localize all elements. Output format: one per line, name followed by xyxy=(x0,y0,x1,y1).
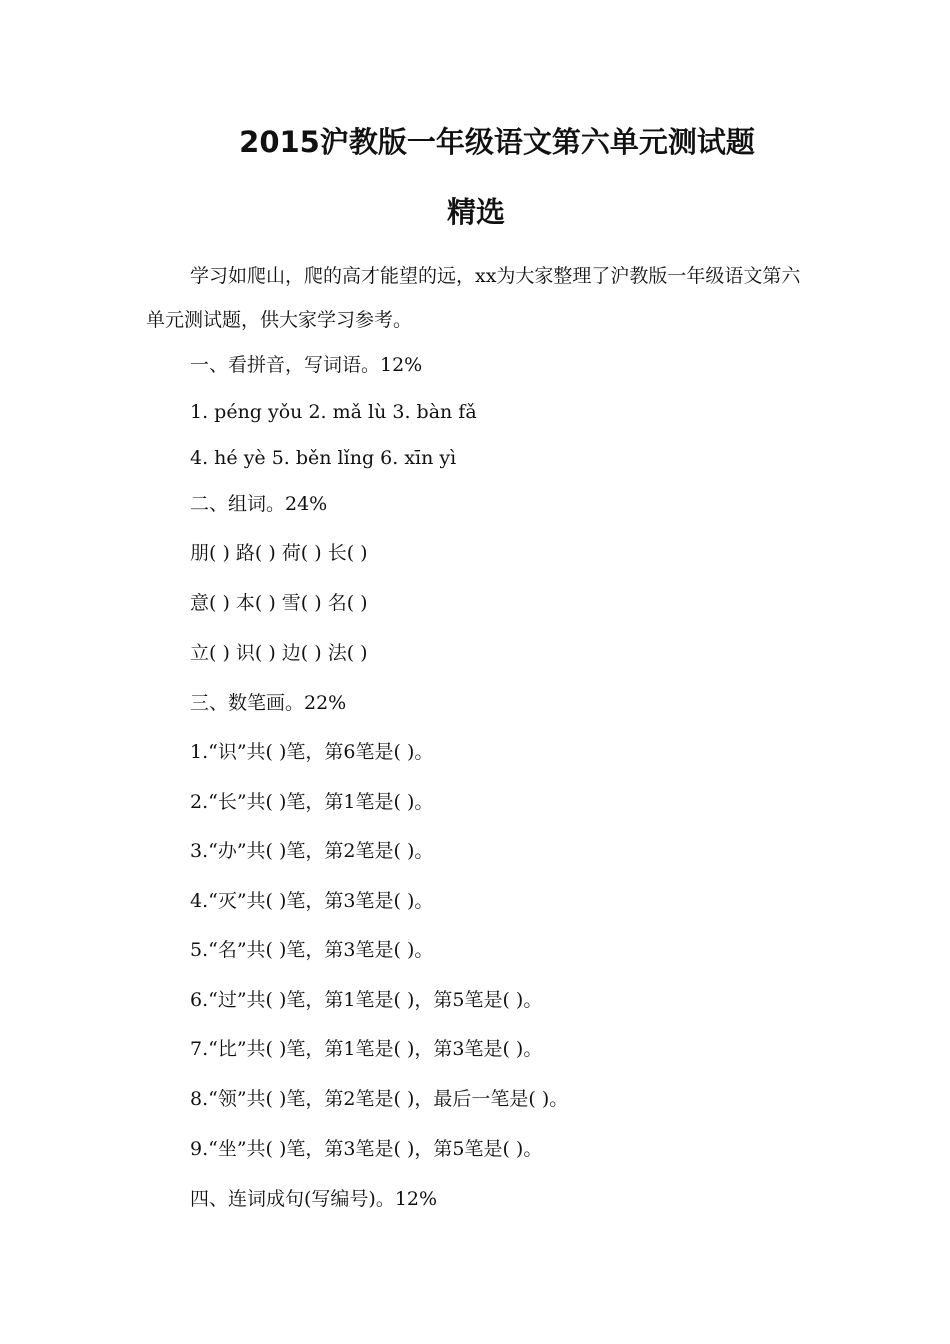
pinyin-line: 4. hé yè 5. běn lǐng 6. xīn yì xyxy=(190,447,457,469)
section-heading-sentences: 四、连词成句(写编号)。12% xyxy=(190,1188,438,1210)
stroke-question: 1.“识”共( )笔，第6笔是( )。 xyxy=(190,741,434,763)
stroke-question: 2.“长”共( )笔，第1笔是( )。 xyxy=(190,791,434,813)
pinyin-line: 1. péng yǒu 2. mǎ lù 3. bàn fǎ xyxy=(190,401,477,423)
intro-paragraph: 学习如爬山，爬的高才能望的远，xx为大家整理了沪教版一年级语文第六单元测试题，供大家学习参考。 xyxy=(146,265,801,331)
section-heading-word-building: 二、组词。24% xyxy=(190,493,328,515)
stroke-question: 4.“灭”共( )笔，第3笔是( )。 xyxy=(190,890,434,912)
stroke-question: 5.“名”共( )笔，第3笔是( )。 xyxy=(190,939,434,961)
stroke-question: 7.“比”共( )笔，第1笔是( )，第3笔是( )。 xyxy=(190,1038,543,1060)
word-building-line: 朋( ) 路( ) 荷( ) 长( ) xyxy=(190,542,368,564)
stroke-question: 9.“坐”共( )笔，第3笔是( )，第5笔是( )。 xyxy=(190,1138,543,1160)
stroke-question: 3.“办”共( )笔，第2笔是( )。 xyxy=(190,840,434,862)
document-title: 2015沪教版一年级语文第六单元测试题 xyxy=(239,125,755,159)
section-heading-strokes: 三、数笔画。22% xyxy=(190,692,347,714)
stroke-question: 6.“过”共( )笔，第1笔是( )，第5笔是( )。 xyxy=(190,989,543,1011)
document-title-continued: 精选 xyxy=(446,195,505,229)
word-building-line: 意( ) 本( ) 雪( ) 名( ) xyxy=(190,592,368,614)
stroke-question: 8.“领”共( )笔，第2笔是( )，最后一笔是( )。 xyxy=(190,1088,569,1110)
section-heading-pinyin: 一、看拼音，写词语。12% xyxy=(190,354,423,376)
word-building-line: 立( ) 识( ) 边( ) 法( ) xyxy=(190,642,368,664)
